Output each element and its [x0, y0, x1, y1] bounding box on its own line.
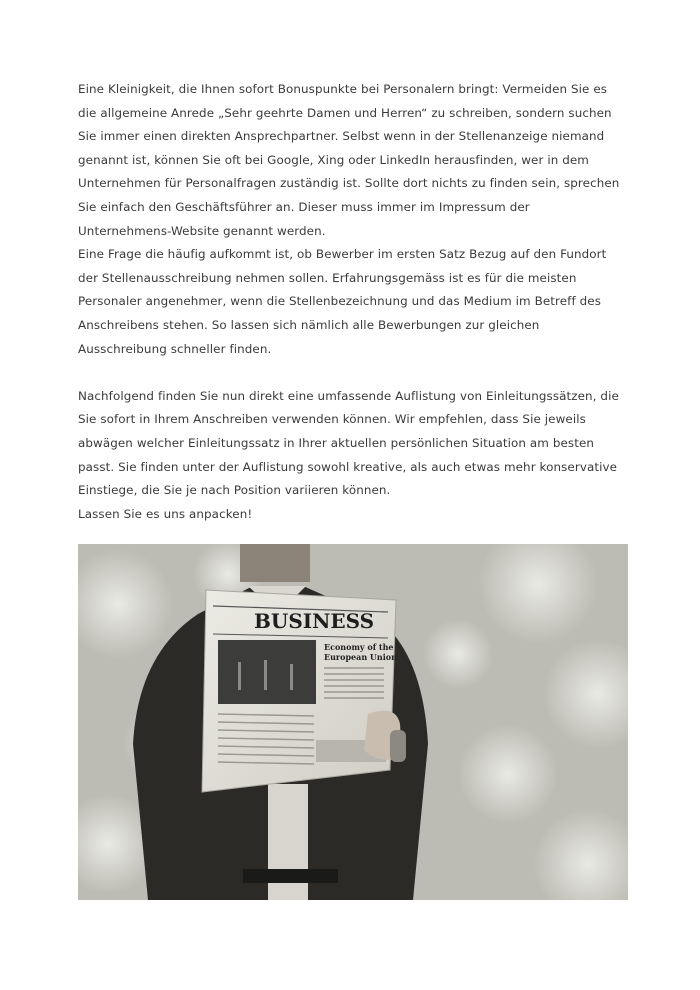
newspaper-reader-photo — [78, 544, 628, 900]
body-text — [78, 78, 626, 526]
newspaper-masthead: BUSINESS — [254, 609, 375, 633]
paragraph-2: Eine Frage die häufig aufkommt ist, ob Bewerber im ersten Satz Bezug auf den Fundort der Stellenausschreibung nehmen sollen. Erfahrungsgemäss ist es für die meisten Personaler angenehmer, wenn die Stellenbezeichnung und das Medium im Betreff des Anschreibens stehen. So lassen sich nämlich alle Bewerbungen zur gleichen Ausschreibung schneller finden. — [78, 247, 607, 356]
photo-illustration — [78, 544, 628, 900]
paragraph-4: Lassen Sie es uns anpacken! — [78, 506, 253, 521]
paragraph-1: Eine Kleinigkeit, die Ihnen sofort Bonuspunkte bei Personalern bringt: Vermeiden Sie es die allgemeine Anrede „Sehr geehrte Damen und Herren“ zu schreiben, sondern suchen Sie immer einen direkten Ansprechpartner. Selbst wenn in der Stellenanzeige niemand genannt ist, können Sie oft bei Google, Xing oder LinkedIn herausfinden, wer in dem Unternehmen für Personalfragen zuständig ist. Sollte dort nichts zu finden sein, sprechen Sie einfach den Geschäftsführer an. Dieser muss immer im Impressum der Unternehmens-Website genannt werden. — [78, 82, 620, 238]
newspaper — [202, 590, 397, 792]
newspaper-headline-line2: European Union — [324, 652, 397, 662]
newspaper-headline: Economy of the — [324, 642, 394, 652]
paragraph-3: Nachfolgend finden Sie nun direkt eine umfassende Auflistung von Einleitungssätzen, die Sie sofort in Ihrem Anschreiben verwenden können. Wir empfehlen, dass Sie jeweils abwägen welcher Einleitungssatz in Ihrer aktuellen persönlichen Situation am besten passt. Sie finden unter der Auflistung sowohl kreative, als auch etwas mehr konservative Einstiege, die Sie je nach Position variieren können. — [78, 388, 619, 498]
paragraph-spacer — [78, 361, 626, 385]
